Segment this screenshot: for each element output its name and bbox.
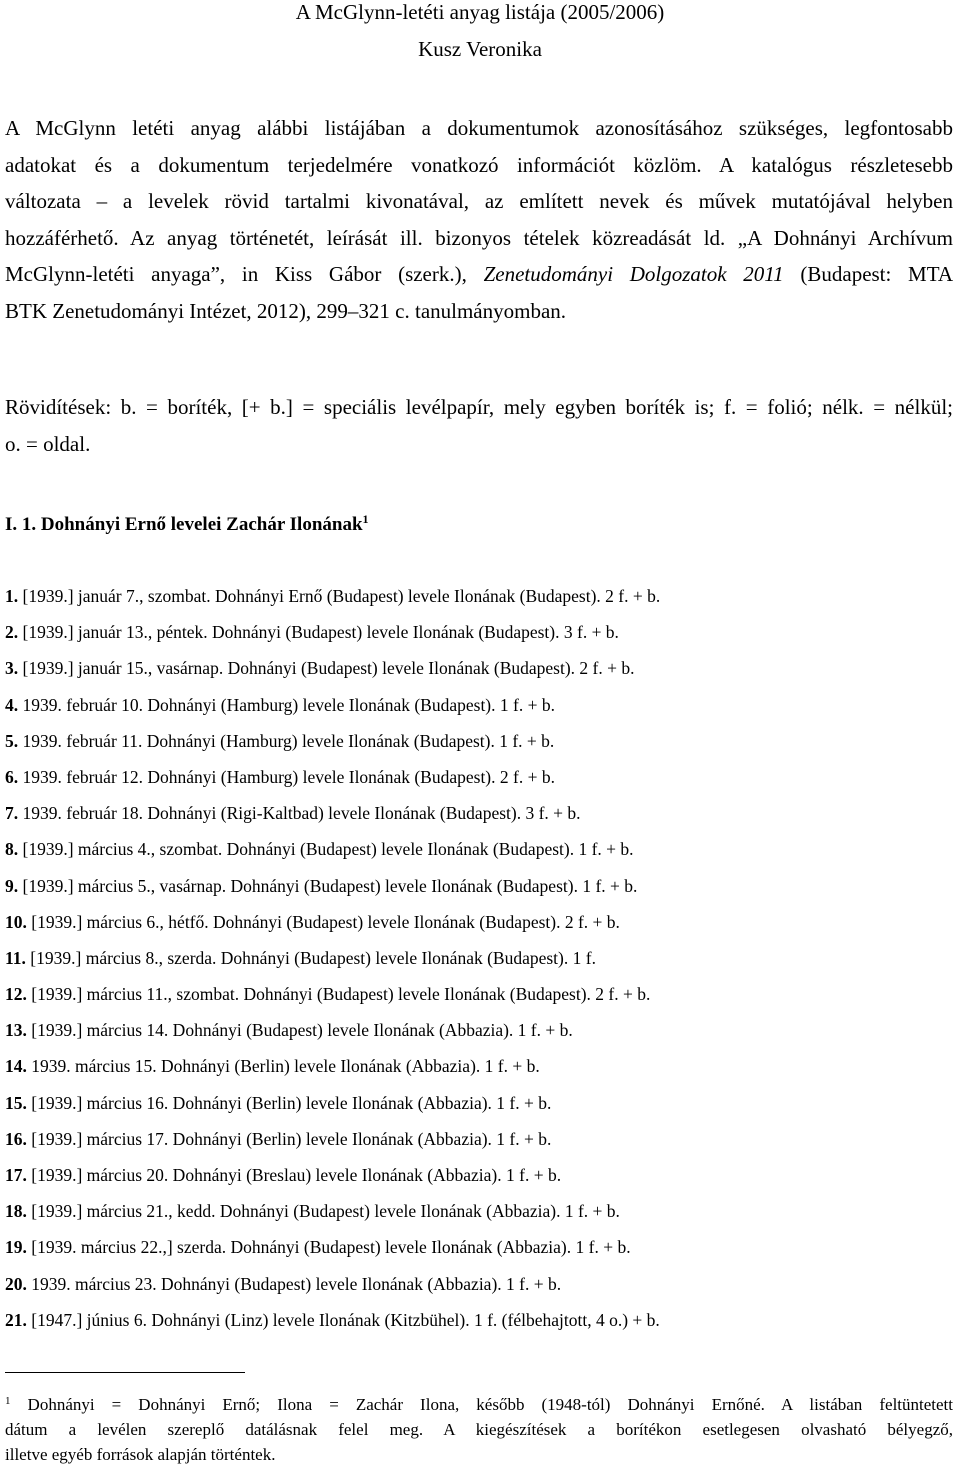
list-item-number: 21.: [5, 1309, 27, 1330]
footnote-marker: 1: [5, 1395, 11, 1407]
list-item: [5, 983, 945, 1019]
list-item-number: 7.: [5, 803, 19, 824]
document-author: Kusz Veronika: [418, 37, 542, 61]
section-heading-text: I. 1. Dohnányi Ernő levelei Zachár Ilonának: [5, 514, 363, 535]
intro-line: A McGlynn letéti anyag alábbi listájában a dokumentumok azonosításához szükséges, legfontosabb: [5, 116, 953, 140]
footnote-reference: 1: [362, 512, 369, 526]
list-item-number: 18.: [5, 1201, 27, 1222]
intro-paragraph: [5, 110, 953, 329]
list-item-number: 8.: [5, 839, 19, 860]
list-item: [5, 730, 945, 766]
list-item-number: 20.: [5, 1273, 27, 1294]
document-title: A McGlynn-letéti anyag listája (2005/2006): [295, 0, 665, 24]
list-item-number: 12.: [5, 984, 27, 1005]
list-item-text: [1939.] január 15., vasárnap. Dohnányi (Budapest) levele Ilonának (Budapest). 2 f. + b.: [18, 658, 635, 679]
list-item-text: [1939.] március 8., szerda. Dohnányi (Budapest) levele Ilonának (Budapest). 1 f.: [25, 947, 596, 968]
list-item: [5, 1200, 945, 1236]
list-item-number: 5.: [5, 730, 19, 751]
list-item: [5, 1309, 945, 1345]
list-item-number: 15.: [5, 1092, 27, 1113]
list-item-number: 10.: [5, 911, 27, 932]
list-item-number: 14.: [5, 1056, 27, 1077]
intro-line: hozzáférhető. Az anyag történetét, leírását ill. bizonyos tételek közreadását ld. „A Dohnányi Archívum: [5, 225, 953, 250]
list-item-number: 19.: [5, 1237, 27, 1258]
list-item: [5, 1164, 945, 1200]
list-item-number: 9.: [5, 875, 19, 896]
list-item-number: 3.: [5, 658, 19, 679]
letter-list: [5, 585, 945, 1345]
list-item-text: 1939. február 10. Dohnányi (Hamburg) levele Ilonának (Budapest). 1 f. + b.: [18, 694, 555, 715]
list-item-text: 1939. március 23. Dohnányi (Budapest) levele Ilonának (Abbazia). 1 f. + b.: [26, 1273, 562, 1294]
abbreviations-line: Rövidítések: b. = boríték, [+ b.] = speciális levélpapír, mely egyben boríték is; f. = folió; nélk. = nélkül;: [5, 395, 953, 419]
list-item: [5, 694, 945, 730]
list-item-text: 1939. február 18. Dohnányi (Rigi-Kaltbad) levele Ilonának (Budapest). 3 f. + b.: [18, 803, 581, 824]
list-item-text: [1939.] március 21., kedd. Dohnányi (Budapest) levele Ilonának (Abbazia). 1 f. + b.: [26, 1201, 620, 1222]
list-item: [5, 1055, 945, 1091]
list-item-text: [1939.] március 11., szombat. Dohnányi (Budapest) levele Ilonának (Budapest). 2 f. + b.: [26, 984, 651, 1005]
list-item-text: [1939.] március 20. Dohnányi (Breslau) levele Ilonának (Abbazia). 1 f. + b.: [26, 1165, 562, 1185]
footnote-divider: [5, 1372, 245, 1373]
list-item-text: [1939.] március 17. Dohnányi (Berlin) levele Ilonának (Abbazia). 1 f. + b.: [26, 1128, 552, 1149]
list-item-number: 17.: [5, 1165, 27, 1185]
footnote-text: Dohnányi = Dohnányi Ernő; Ilona = Zachár Ilona, később (1948-tól) Dohnányi Ernőné. A listában feltüntetett: [10, 1395, 953, 1414]
journal-title: Zenetudományi Dolgozatok 2011: [483, 262, 784, 286]
intro-line: [5, 256, 953, 293]
list-item: [5, 838, 945, 874]
list-item: [5, 947, 945, 983]
citation-text: (Budapest: MTA: [783, 262, 954, 286]
list-item-text: 1939. február 12. Dohnányi (Hamburg) levele Ilonának (Budapest). 2 f. + b.: [18, 766, 555, 787]
list-item-number: 11.: [5, 947, 26, 968]
footnote: [5, 1389, 953, 1467]
list-item-text: [1939.] március 6., hétfő. Dohnányi (Budapest) levele Ilonának (Budapest). 2 f. + b.: [26, 911, 620, 932]
list-item: [5, 1273, 945, 1309]
footnote-line: dátum a levélen szereplő datálásnak felel meg. A kiegészítések a borítékon esetlegesen olvasható bélyegző,: [5, 1420, 953, 1439]
footnote-line: [5, 1389, 953, 1417]
list-item-number: 2.: [5, 622, 19, 643]
intro-line: változata – a levelek rövid tartalmi kivonatával, az említett nevek és művek mutatójával helyben: [5, 189, 953, 213]
list-item: [5, 621, 945, 657]
list-item-text: [1939.] március 14. Dohnányi (Budapest) levele Ilonának (Abbazia). 1 f. + b.: [26, 1020, 573, 1041]
list-item: [5, 657, 945, 693]
list-item: [5, 802, 945, 838]
intro-line: BTK Zenetudományi Intézet, 2012), 299–321 c. tanulmányomban.: [5, 298, 567, 323]
list-item: [5, 1128, 945, 1164]
section-heading: [5, 512, 369, 536]
list-item: [5, 1236, 945, 1272]
intro-line: adatokat és a dokumentum terjedelmére vonatkozó információt közlöm. A katalógus részletesebb: [5, 152, 953, 177]
list-item-text: [1939. március 22.,] szerda. Dohnányi (Budapest) levele Ilonának (Abbazia). 1 f. + b.: [26, 1237, 631, 1258]
list-item-text: 1939. február 11. Dohnányi (Hamburg) levele Ilonának (Budapest). 1 f. + b.: [18, 730, 555, 751]
list-item: [5, 875, 945, 911]
list-item: [5, 1019, 945, 1055]
list-item: [5, 585, 945, 621]
list-item-number: 4.: [5, 694, 19, 715]
list-item: [5, 766, 945, 802]
footnote-line: illetve egyéb források alapján történtek.: [5, 1445, 276, 1464]
abbreviations-paragraph: [5, 389, 953, 462]
list-item-text: [1939.] március 16. Dohnányi (Berlin) levele Ilonának (Abbazia). 1 f. + b.: [26, 1092, 552, 1113]
list-item: [5, 911, 945, 947]
abbreviations-line: o. = oldal.: [5, 431, 91, 456]
citation-text: McGlynn-letéti anyaga”, in Kiss Gábor (szerk.),: [5, 262, 484, 286]
list-item-number: 16.: [5, 1128, 27, 1149]
list-item-text: [1947.] június 6. Dohnányi (Linz) levele Ilonának (Kitzbühel). 1 f. (félbehajtott, 4 o.) + b.: [26, 1309, 660, 1330]
list-item-number: 13.: [5, 1020, 27, 1041]
list-item-text: [1939.] január 7., szombat. Dohnányi Ernő (Budapest) levele Ilonának (Budapest). 2 f. + b.: [18, 586, 661, 606]
list-item-number: 1.: [5, 586, 19, 606]
list-item-text: [1939.] március 5., vasárnap. Dohnányi (Budapest) levele Ilonának (Budapest). 1 f. + b.: [18, 875, 638, 896]
list-item-text: [1939.] január 13., péntek. Dohnányi (Budapest) levele Ilonának (Budapest). 3 f. + b.: [18, 622, 619, 643]
list-item-number: 6.: [5, 766, 19, 787]
list-item-text: [1939.] március 4., szombat. Dohnányi (Budapest) levele Ilonának (Budapest). 1 f. + b.: [18, 839, 634, 860]
list-item-text: 1939. március 15. Dohnányi (Berlin) levele Ilonának (Abbazia). 1 f. + b.: [26, 1056, 540, 1077]
list-item: [5, 1092, 945, 1128]
